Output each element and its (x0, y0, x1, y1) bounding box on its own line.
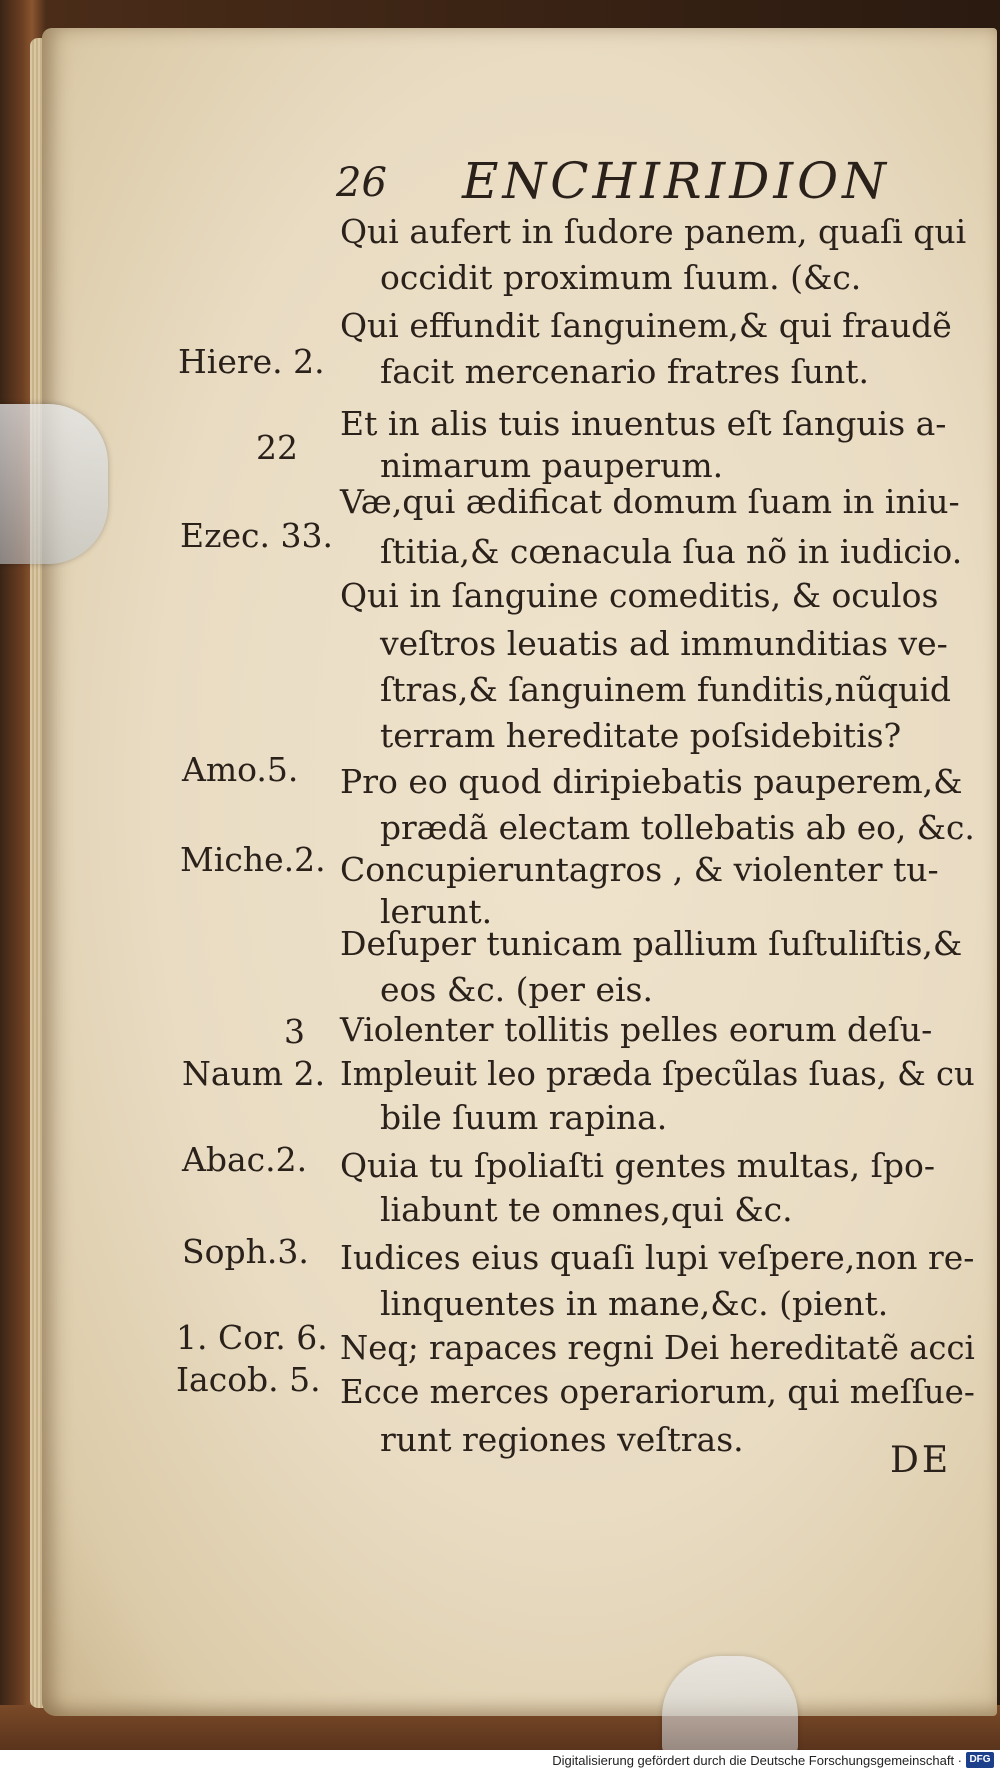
text-line: eos &c. (per eis. (380, 970, 653, 1009)
text-line: Qui aufert in ſudore panem, quaſi qui (340, 212, 967, 251)
text-line: Iudices eius quaſi lupi veſpere,non re- (340, 1238, 975, 1277)
margin-ref: 3 (284, 1012, 305, 1051)
text-line: veſtros leuatis ad immunditias ve- (380, 624, 948, 663)
text-line: Deſuper tunicam pallium ſuſtuliſtis,& (340, 924, 963, 963)
text-line: Væ,qui ædificat domum ſuam in iniu- (340, 482, 960, 521)
text-line: Ecce merces operariorum, qui meſſue- (340, 1372, 975, 1411)
text-line: Pro eo quod diripiebatis pauperem,& (340, 762, 963, 801)
digitization-footer (0, 1750, 1000, 1772)
margin-ref: 22 (256, 428, 298, 467)
dfg-logo: DFG (966, 1752, 994, 1768)
margin-ref: Ezec. 33. (180, 516, 333, 555)
text-line: liabunt te omnes,qui &c. (380, 1190, 793, 1229)
text-line: bile ſuum rapina. (380, 1098, 668, 1137)
text-line: Violenter tollitis pelles eorum deſu- (340, 1010, 933, 1049)
text-line: lerunt. (380, 892, 493, 931)
text-line: Qui in ſanguine comeditis, & oculos (340, 576, 939, 615)
text-line: terram hereditate poſsidebitis? (380, 716, 902, 755)
running-head: ENCHIRIDION (462, 152, 890, 210)
text-line: facit mercenario fratres ſunt. (380, 352, 870, 391)
margin-ref: Hiere. 2. (178, 342, 325, 381)
margin-ref: Abac.2. (182, 1140, 308, 1179)
text-line: Quia tu ſpoliaſti gentes multas, ſpo- (340, 1146, 935, 1185)
text-line: ſtras,& ſanguinem funditis,nũquid (380, 670, 952, 709)
text-line: runt regiones veſtras. (380, 1420, 744, 1459)
margin-ref: Iacob. 5. (176, 1360, 321, 1399)
margin-ref: Naum 2. (182, 1054, 326, 1093)
text-line: Et in alis tuis inuentus eſt ſanguis a- (340, 404, 947, 443)
footer-credit: Digitalisierung gefördert durch die Deutsche Forschungsgemeinschaft · (552, 1753, 962, 1768)
margin-ref: Miche.2. (180, 840, 326, 879)
catchword: DE (890, 1440, 952, 1481)
text-line: prædã electam tollebatis ab eo, &c. (380, 808, 975, 847)
text-line: Impleuit leo præda ſpecũlas ſuas, & cu (340, 1054, 975, 1093)
margin-ref: Soph.3. (182, 1232, 309, 1271)
text-line: Qui effundit ſanguinem,& qui fraudẽ (340, 306, 952, 345)
text-line: nimarum pauperum. (380, 446, 724, 485)
margin-ref: 1. Cor. 6. (176, 1318, 328, 1357)
text-line: ſtitia,& cœnacula ſua nõ in iudicio. (380, 532, 963, 571)
text-line: Concupieruntagros , & violenter tu- (340, 850, 939, 889)
text-line: linquentes in mane,&c. (pient. (380, 1284, 889, 1323)
page-number: 26 (336, 160, 387, 206)
text-line: occidit proximum ſuum. (&c. (380, 258, 862, 297)
margin-ref: Amo.5. (182, 750, 299, 789)
text-line: Neq; rapaces regni Dei hereditatẽ acci (340, 1328, 975, 1367)
